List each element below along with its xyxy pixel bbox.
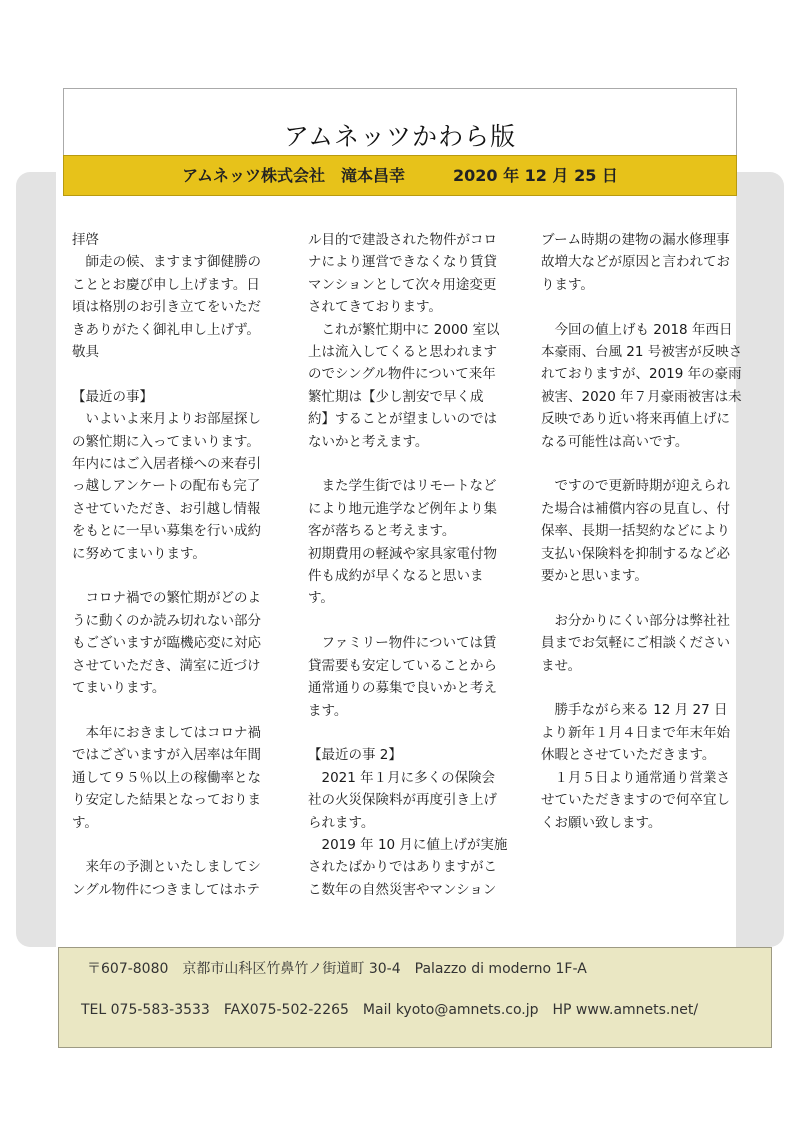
text-line: いよいよ来月よりお部屋探し xyxy=(72,411,261,428)
text-line: 員までお気軽にご相談ください xyxy=(541,635,730,652)
text-line: をもとに一早い募集を行い成約 xyxy=(72,523,261,540)
text-line: ファミリー物件については賃 xyxy=(308,635,497,652)
text-line xyxy=(541,453,742,475)
text-line: マンションとして次々用途変更 xyxy=(308,276,497,293)
text-line: により地元進学など例年より集 xyxy=(308,500,497,517)
text-line: されたばかりではありますがこ xyxy=(308,859,497,876)
text-line: られます。 xyxy=(308,814,375,831)
text-line: 師走の候、ますます御健勝の xyxy=(72,254,261,271)
text-line: 2019 年 10 月に値上げが実施 xyxy=(308,836,508,853)
text-line: ませ。 xyxy=(541,657,582,674)
text-line xyxy=(72,363,261,385)
byline xyxy=(64,163,736,186)
text-line: きありがたく御礼申し上げず。 xyxy=(72,321,260,338)
text-line: 勝手ながら来る 12 月 27 日 xyxy=(541,702,728,719)
text-line xyxy=(72,834,261,856)
text-line: のでシングル物件について来年 xyxy=(308,366,496,383)
column-2 xyxy=(308,229,507,901)
text-line: 反映であり近い将来再値上げに xyxy=(541,411,730,428)
text-line xyxy=(308,453,507,475)
text-line: 休暇とさせていただきます。 xyxy=(541,747,716,764)
text-line: 繁忙期は【少し割安で早く成 xyxy=(308,388,484,405)
text-line: 貸需要も安定していることから xyxy=(308,657,497,674)
text-line: 通して９５％以上の稼働率とな xyxy=(72,769,261,786)
text-line: 保率、長期一括契約などにより xyxy=(541,523,730,540)
text-line: 被害、2020 年７月豪雨被害は未 xyxy=(541,388,742,405)
text-line: これが繁忙期中に 2000 室以 xyxy=(308,321,500,338)
text-line: 上は流入してくると思われます xyxy=(308,344,497,361)
text-line xyxy=(72,565,261,587)
text-line xyxy=(541,296,742,318)
text-line: っ越しアンケートの配布も完了 xyxy=(72,478,261,495)
text-line: されてきております。 xyxy=(308,299,442,316)
text-line: 社の火災保険料が再度引き上げ xyxy=(308,792,497,809)
text-line: なる可能性は高いです。 xyxy=(541,433,689,450)
text-line: 頃は格別のお引き立てをいただ xyxy=(72,299,261,316)
text-line: より新年１月４日まで年末年始 xyxy=(541,724,730,741)
author-name: 滝本昌幸 xyxy=(340,166,405,185)
text-line: 故増大などが原因と言われてお xyxy=(541,254,730,271)
text-line: ます。 xyxy=(308,702,348,719)
text-line: の繁忙期に入ってまいります。 xyxy=(72,433,260,450)
text-line: こととお慶び申し上げます。日 xyxy=(72,276,260,293)
column-1 xyxy=(72,229,261,901)
text-line: くお願い致します。 xyxy=(541,814,662,831)
text-line: 初期費用の軽減や家具家電付物 xyxy=(308,545,497,562)
text-line: ングル物件につきましてはホテ xyxy=(72,881,261,898)
text-line: ではございますが入居率は年間 xyxy=(72,747,261,764)
text-line: ないかと考えます。 xyxy=(308,433,429,450)
text-line: 件も成約が早くなると思いま xyxy=(308,568,484,585)
text-line: コロナ禍での繁忙期がどのよ xyxy=(72,590,261,607)
text-line: 本豪雨、台風 21 号被害が反映さ xyxy=(541,344,743,361)
text-line: り安定した結果となっておりま xyxy=(72,792,261,809)
text-line: ります。 xyxy=(541,276,594,293)
text-line: お分かりにくい部分は弊社社 xyxy=(541,612,730,629)
text-line: 今回の値上げも 2018 年西日 xyxy=(541,321,733,338)
text-line: ル目的で建設された物件がコロ xyxy=(308,232,497,248)
text-line: 本年におきましてはコロナ禍 xyxy=(72,724,261,741)
newsletter-title: アムネッツかわら版 xyxy=(283,122,517,151)
text-line xyxy=(72,700,261,722)
text-line: 来年の予測といたしましてシ xyxy=(72,859,261,876)
text-line: させていただき、お引越し情報 xyxy=(72,500,261,517)
text-line: 支払い保険料を抑制するなど必 xyxy=(541,545,730,562)
byline-bar xyxy=(63,155,737,196)
text-line: もございますが臨機応変に対応 xyxy=(72,635,261,652)
text-line: てまいります。 xyxy=(72,680,166,697)
text-line: れておりますが、2019 年の豪雨 xyxy=(541,366,742,383)
company-name: アムネッツ株式会社 xyxy=(182,166,325,185)
text-line xyxy=(541,587,742,609)
text-line: た場合は補償内容の見直し、付 xyxy=(541,500,730,517)
text-line: また学生街ではリモートなど xyxy=(308,478,497,495)
text-line: 通常通りの募集で良いかと考え xyxy=(308,680,497,697)
footer-contact: TEL 075-583-3533 FAX075-502-2265 Mail kyoto@amnets.co.jp HP www.amnets.net/ xyxy=(81,1002,699,1018)
text-line: 拝啓 xyxy=(72,232,99,248)
text-line: に努めてまいります。 xyxy=(72,545,206,562)
text-line: せていただきますので何卒宜し xyxy=(541,792,730,809)
text-line: 【最近の事】 xyxy=(72,388,153,405)
text-line: こ数年の自然災害やマンション xyxy=(308,881,497,898)
text-line: 【最近の事 2】 xyxy=(308,747,402,764)
footer-address: 〒607-8080 京都市山科区竹鼻竹ノ街道町 30-4 Palazzo di moderno 1F-A xyxy=(87,961,587,977)
text-line: 年内にはご入居者様への来春引 xyxy=(72,456,261,473)
text-line xyxy=(308,610,507,632)
text-line xyxy=(308,722,507,744)
text-line: ナにより運営できなくなり賃貸 xyxy=(308,254,497,271)
text-line: ですので更新時期が迎えられ xyxy=(541,478,730,495)
text-line: 要かと思います。 xyxy=(541,568,648,585)
text-line: ブーム時期の建物の漏水修理事 xyxy=(541,232,730,248)
text-line: す。 xyxy=(308,590,334,607)
footer-contact-box xyxy=(58,947,772,1048)
text-line: うに動くのか読み切れない部分 xyxy=(72,612,261,629)
text-line: 敬具 xyxy=(72,344,99,361)
text-line xyxy=(541,677,742,699)
text-line: 客が落ちると考えます。 xyxy=(308,523,456,540)
text-line: 2021 年１月に多くの保険会 xyxy=(308,769,496,786)
text-line: １月５日より通常通り営業さ xyxy=(541,769,730,786)
text-line: させていただき、満室に近づけ xyxy=(72,657,261,674)
text-line: 約】することが望ましいのでは xyxy=(308,411,497,428)
issue-date: 2020 年 12 月 25 日 xyxy=(453,166,618,185)
column-3 xyxy=(541,229,742,834)
text-line: す。 xyxy=(72,814,98,831)
